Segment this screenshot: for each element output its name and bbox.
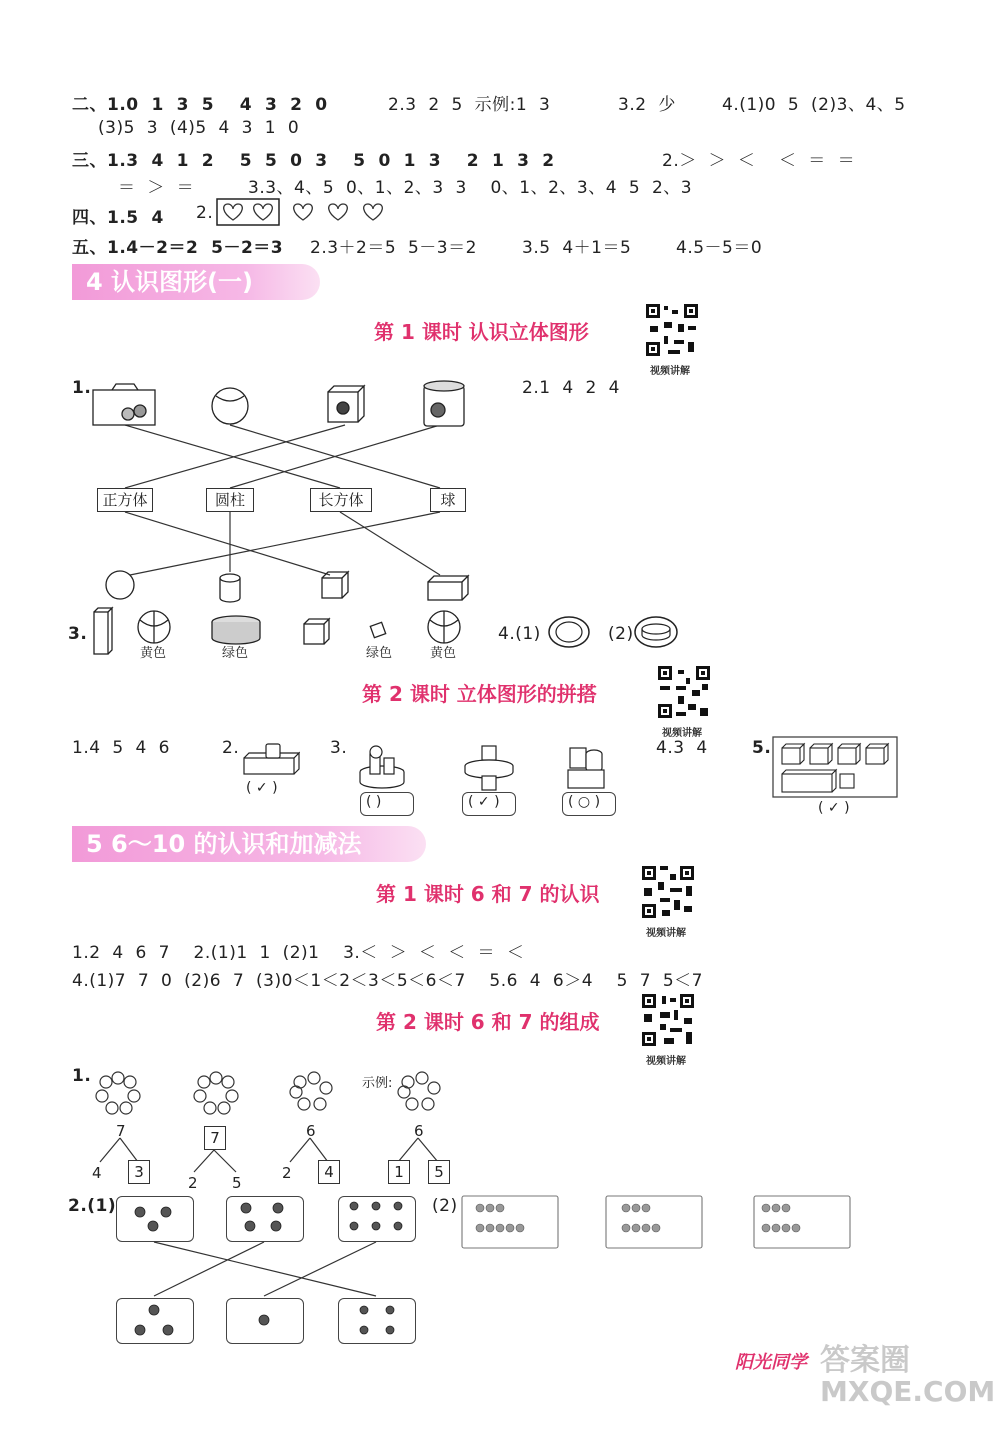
u4-q2-answer: 2.1 4 2 4: [522, 378, 620, 398]
u5-l1-line1: 1.2 4 6 7 2.(1)1 1 (2)1 3.＜ ＞ ＜ ＜ ＝ ＜: [72, 943, 525, 963]
brand-logo: 阳光同学: [735, 1352, 807, 1373]
u4-q4-2: (2): [608, 624, 634, 644]
qr-caption: 视频讲解: [646, 928, 686, 939]
tree-bottom-box: 4: [318, 1160, 340, 1184]
qr-caption: 视频讲解: [646, 1056, 686, 1067]
unit4-lesson1-title: 第 1 课时 认识立体图形: [374, 320, 589, 344]
answer-san-3: 3.3、4、5 0、1、2、3 3 0、1、2、3、4 5 2、3: [248, 178, 693, 198]
paren-answer: ( ✓ ): [818, 800, 850, 816]
u5-q2-2: (2): [432, 1196, 458, 1216]
u4-q4-1: 4.(1): [498, 624, 541, 644]
u5-q1-label: 1.: [72, 1066, 92, 1086]
tree-bottom: 2: [188, 1174, 198, 1192]
unit5-lesson2-title: 第 2 课时 6 和 7 的组成: [376, 1010, 600, 1034]
heart-groups: [460, 1194, 860, 1252]
qr-caption: 视频讲解: [650, 366, 690, 377]
answer-er-3: 3.2 少: [618, 95, 676, 115]
paren-answer: ( ✓ ): [246, 780, 278, 796]
answer-wu-4: 4.5－5＝0: [676, 238, 763, 258]
answer-si-2: 2.: [196, 203, 214, 223]
answer-er-4: 4.(1)0 5 (2)3、4、5: [722, 95, 906, 115]
color-label-yellow-2: 黄色: [430, 646, 457, 661]
tree-bottom-box: 1: [388, 1160, 410, 1184]
tree-bottom-box: 5: [428, 1160, 450, 1184]
u4-q3-label: 3.: [68, 624, 88, 644]
u5-l1-line2: 4.(1)7 7 0 (2)6 7 (3)0＜1＜2＜3＜5＜6＜7 5.6 4 6＞4 5 7 5＜7: [72, 971, 703, 991]
answer-er-1: 二、1.0 1 3 5 4 3 2 0: [72, 95, 328, 115]
unit5-banner: 5 6～10 的认识和加减法: [72, 826, 426, 862]
answer-san-line2: ＝ ＞ ＝: [118, 178, 195, 198]
tree-top-2: 7: [204, 1126, 226, 1150]
answer-wu-2: 2.3＋2＝5 5－3＝2: [310, 238, 477, 258]
unit4-banner: 4 认识图形(一): [72, 264, 320, 300]
watermark: 答案圈: [820, 1343, 910, 1378]
label-cube: 正方体: [97, 488, 153, 512]
answer-er-2: 2.3 2 5 示例:1 3: [388, 95, 551, 115]
paren-answer: ( ✓ ): [468, 794, 500, 810]
answer-si-1: 四、1.5 4: [72, 208, 164, 228]
paren-answer: ( ○ ): [568, 794, 601, 810]
u4-l2-q1: 1.4 5 4 6: [72, 738, 170, 758]
color-label-yellow-1: 黄色: [140, 646, 167, 661]
answer-er-line2: (3)5 3 (4)5 4 3 1 0: [98, 118, 300, 138]
answer-wu-3: 3.5 4＋1＝5: [522, 238, 632, 258]
unit4-lesson2-title: 第 2 课时 立体图形的拼搭: [362, 682, 597, 706]
paren-answer: ( ): [366, 794, 382, 810]
tree-bottom: 2: [282, 1164, 292, 1182]
u4-l2-q3: 3.: [330, 738, 348, 758]
qr-caption: 视频讲解: [662, 728, 702, 739]
color-label-green-1: 绿色: [222, 646, 249, 661]
u4-l2-q2: 2.: [222, 738, 240, 758]
tree-bottom-box: 3: [128, 1160, 150, 1184]
label-cylinder: 圆柱: [206, 488, 254, 512]
answer-wu-1: 五、1.4－2＝2 5－2＝3: [72, 238, 284, 258]
tree-bottom: 4: [92, 1164, 102, 1182]
u4-l2-q4: 4.3 4: [656, 738, 708, 758]
tree-top-3: 6: [306, 1122, 316, 1140]
u4-l2-q5: 5.: [752, 738, 772, 758]
u4-q1-label: 1.: [72, 378, 92, 398]
label-cuboid: 长方体: [310, 488, 372, 512]
tree-top-4: 6: [414, 1122, 424, 1140]
color-label-green-2: 绿色: [366, 646, 393, 661]
unit5-lesson1-title: 第 1 课时 6 和 7 的认识: [376, 882, 600, 906]
tree-bottom: 5: [232, 1174, 242, 1192]
answer-san-1: 三、1.3 4 1 2 5 5 0 3 5 0 1 3 2 1 3 2: [72, 151, 555, 171]
example-label: 示例:: [362, 1076, 393, 1091]
tree-top-1: 7: [116, 1122, 126, 1140]
answer-san-2: 2.＞ ＞ ＜ ＜ ＝ ＝: [662, 151, 856, 171]
watermark-url: MXQE.COM: [820, 1375, 996, 1408]
u5-q2-label: 2.(1): [68, 1196, 117, 1216]
label-sphere: 球: [430, 488, 466, 512]
